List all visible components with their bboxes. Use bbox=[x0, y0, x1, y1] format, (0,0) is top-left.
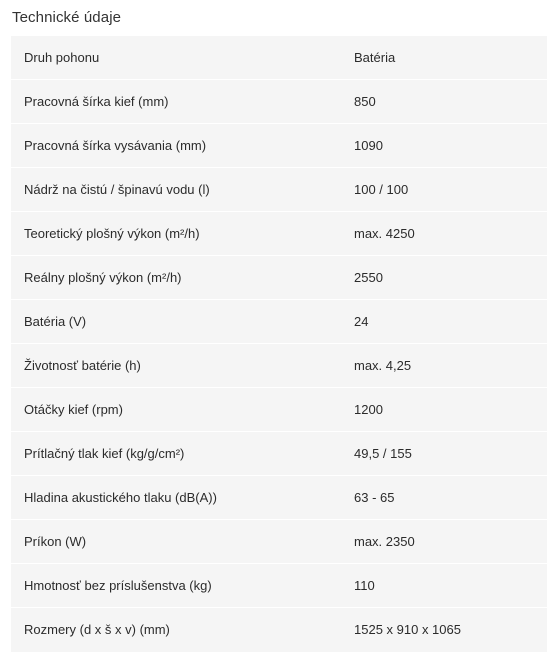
spec-label: Batéria (V) bbox=[24, 314, 87, 329]
spec-label: Pracovná šírka vysávania (mm) bbox=[24, 138, 207, 153]
spec-label: Druh pohonu bbox=[24, 50, 100, 65]
spec-label: Reálny plošný výkon (m²/h) bbox=[24, 270, 182, 285]
spec-label: Pracovná šírka kief (mm) bbox=[24, 94, 169, 109]
spec-value: 110 bbox=[354, 578, 375, 593]
spec-value: max. 2350 bbox=[354, 534, 415, 549]
spec-value: 2550 bbox=[354, 270, 383, 285]
spec-row-brush-speed bbox=[11, 388, 547, 432]
spec-value: max. 4,25 bbox=[354, 358, 412, 373]
spec-row-power-input bbox=[11, 520, 547, 564]
spec-label: Príkon (W) bbox=[24, 534, 87, 549]
spec-value: 1200 bbox=[354, 402, 383, 417]
section-title: Technické údaje bbox=[12, 9, 122, 26]
spec-value: 49,5 / 155 bbox=[354, 446, 412, 461]
spec-label: Rozmery (d x š x v) (mm) bbox=[24, 622, 170, 637]
spec-row-sound-pressure bbox=[11, 476, 547, 520]
spec-label: Nádrž na čistú / špinavú vodu (l) bbox=[24, 182, 210, 197]
spec-value: 1090 bbox=[354, 138, 383, 153]
spec-row-theoretical-area-performance bbox=[11, 212, 547, 256]
spec-value: 63 - 65 bbox=[354, 490, 395, 505]
spec-label: Prítlačný tlak kief (kg/g/cm²) bbox=[24, 446, 185, 461]
spec-row-water-tank bbox=[11, 168, 547, 212]
spec-value: Batéria bbox=[354, 50, 396, 65]
spec-label: Životnosť batérie (h) bbox=[24, 358, 141, 373]
spec-label: Hmotnosť bez príslušenstva (kg) bbox=[24, 578, 212, 593]
spec-label: Otáčky kief (rpm) bbox=[24, 402, 123, 417]
spec-row-dimensions bbox=[11, 608, 547, 652]
spec-row-drive-type bbox=[11, 36, 547, 80]
spec-row-brush-width bbox=[11, 80, 547, 124]
specs-table bbox=[11, 36, 547, 652]
spec-row-suction-width bbox=[11, 124, 547, 168]
spec-label: Hladina akustického tlaku (dB(A)) bbox=[24, 490, 217, 505]
spec-value: 100 / 100 bbox=[354, 182, 409, 197]
spec-value: 24 bbox=[354, 314, 369, 329]
spec-value: max. 4250 bbox=[354, 226, 415, 241]
spec-row-battery-life bbox=[11, 344, 547, 388]
spec-label: Teoretický plošný výkon (m²/h) bbox=[24, 226, 200, 241]
spec-row-battery-voltage bbox=[11, 300, 547, 344]
spec-row-real-area-performance bbox=[11, 256, 547, 300]
spec-row-brush-pressure bbox=[11, 432, 547, 476]
spec-row-weight bbox=[11, 564, 547, 608]
spec-value: 850 bbox=[354, 94, 376, 109]
spec-value: 1525 x 910 x 1065 bbox=[354, 622, 461, 637]
